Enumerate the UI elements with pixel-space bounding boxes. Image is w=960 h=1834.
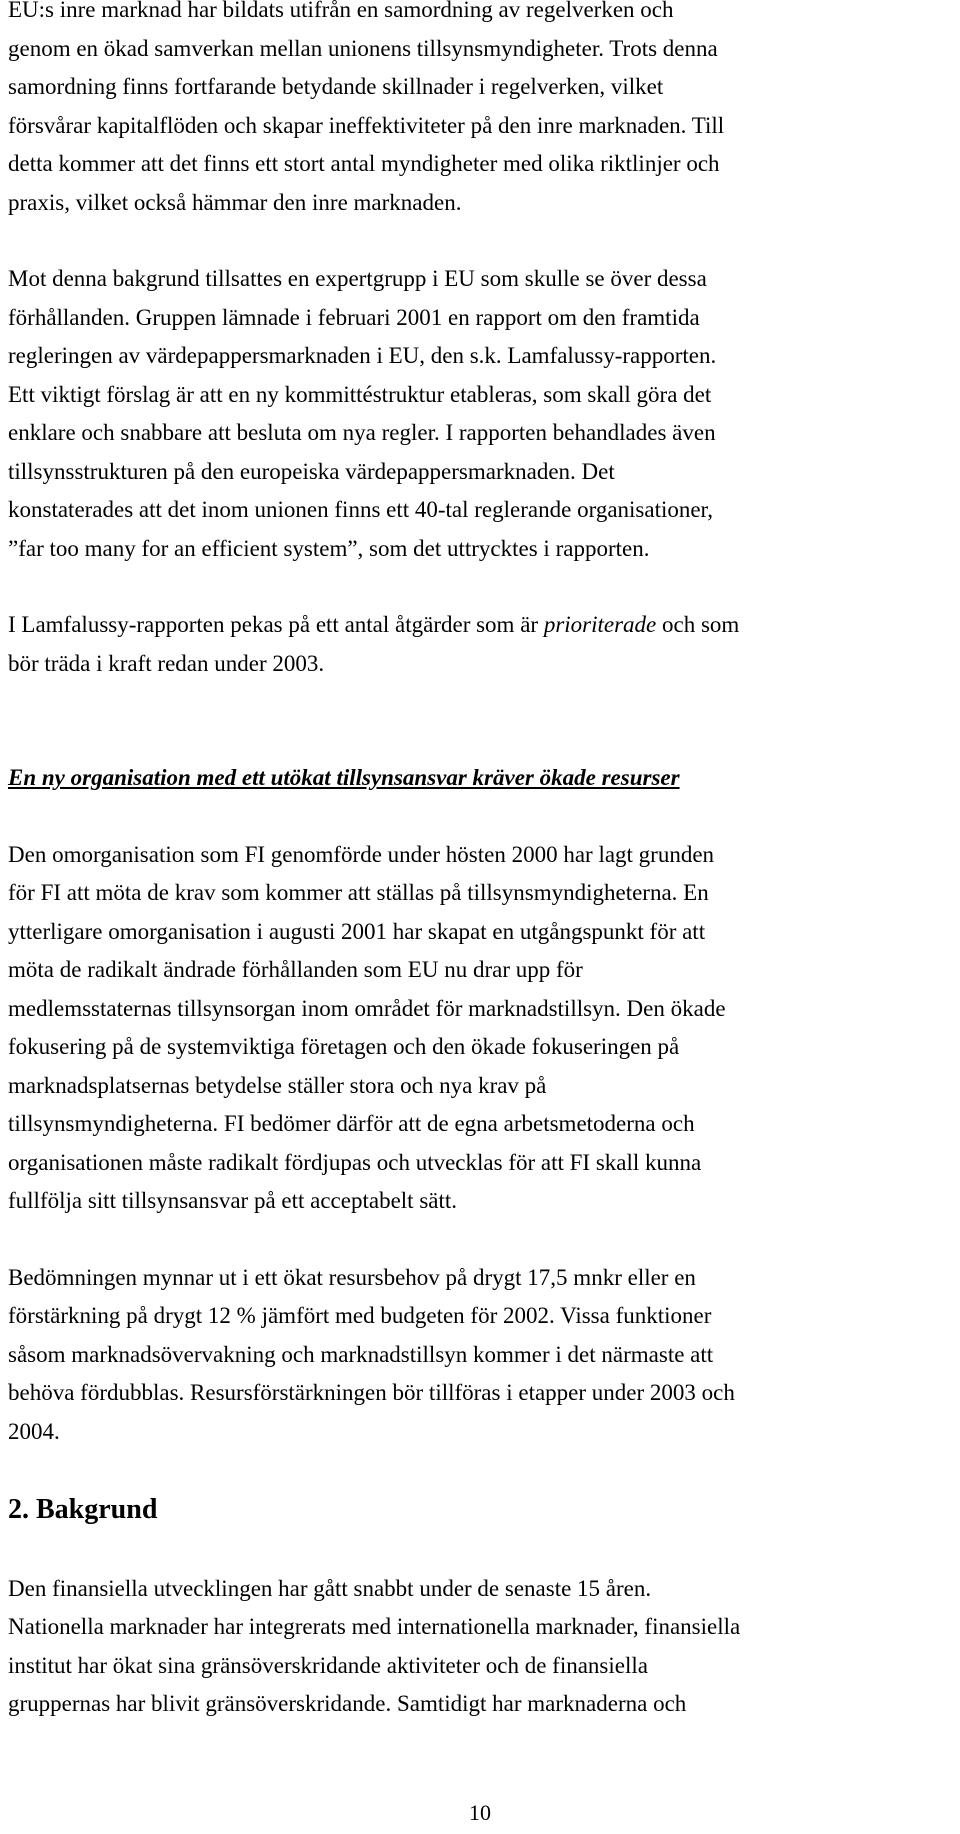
text-line: såsom marknadsövervakning och marknadstillsyn kommer i det närmaste att (8, 1341, 714, 1367)
text-line: gruppernas har blivit gränsöverskridande. Samtidigt har marknaderna och (8, 1691, 687, 1716)
text-line: institut har ökat sina gränsöverskridande aktiviteter och de finansiella (8, 1652, 648, 1678)
paragraph-gap (8, 1451, 948, 1491)
text-line: förstärkning på drygt 12 % jämfört med budgeten för 2002. Vissa funktioner (8, 1303, 712, 1328)
text-line: försvårar kapitalflöden och skapar ineffektiviteter på den inre marknaden. Till (8, 112, 725, 138)
text-line: tillsynsstrukturen på den europeiska värdepappersmarknaden. Det (8, 458, 615, 484)
text-line: samordning finns fortfarande betydande skillnader i regelverken, vilket (8, 74, 664, 99)
text-line: genom en ökad samverkan mellan unionens tillsynsmyndigheter. Trots denna (8, 35, 718, 61)
paragraph (8, 0, 948, 222)
text-line: bör träda i kraft redan under 2003. (8, 650, 325, 676)
text-line: detta kommer att det finns ett stort antal myndigheter med olika riktlinjer och (8, 151, 720, 176)
page-number: 10 (469, 1800, 491, 1825)
text-line: förhållanden. Gruppen lämnade i februari 2001 en rapport om den framtida (8, 304, 700, 330)
text-line: Ett viktigt förslag är att en ny kommittéstruktur etableras, som skall göra det (8, 381, 712, 407)
paragraph-gap (8, 222, 948, 260)
text-line (8, 606, 948, 645)
text-line: regleringen av värdepappersmarknaden i EU, den s.k. Lamfalussy-rapporten. (8, 343, 717, 368)
text-line: organisationen måste radikalt fördjupas och utvecklas för att FI skall kunna (8, 1149, 702, 1175)
text-line: EU:s inre marknad har bildats utifrån en samordning av regelverken och (8, 0, 674, 22)
paragraph (8, 1259, 948, 1452)
document-page (8, 0, 948, 1724)
paragraph-gap (8, 1530, 948, 1570)
text-line: behöva fördubblas. Resursförstärkningen bör tillföras i etapper under 2003 och (8, 1380, 735, 1405)
text-line: tillsynsmyndigheterna. FI bedömer därför att de egna arbetsmetoderna och (8, 1111, 695, 1136)
text-line: för FI att möta de krav som kommer att ställas på tillsynsmyndigheterna. En (8, 880, 709, 905)
text-line: fullfölja sitt tillsynsansvar på ett acceptabelt sätt. (8, 1188, 458, 1213)
text-line: ”far too many for an efficient system”, som det uttrycktes i rapporten. (8, 535, 650, 561)
text-line: Bedömningen mynnar ut i ett ökat resursbehov på drygt 17,5 mnkr eller en (8, 1264, 696, 1290)
text-run: I Lamfalussy-rapporten pekas på ett antal åtgärder som är (8, 612, 544, 637)
paragraph-gap (8, 683, 948, 759)
text-line: marknadsplatsernas betydelse ställer stora och nya krav på (8, 1072, 547, 1098)
text-line: 2004. (8, 1418, 60, 1444)
text-run: och som (656, 612, 740, 637)
text-line: möta de radikalt ändrade förhållanden som EU nu drar upp för (8, 957, 583, 982)
subsection-heading: En ny organisation med ett utökat tillsynsansvar kräver ökade resurser (8, 765, 680, 790)
paragraph (8, 836, 948, 1221)
paragraph-gap (8, 1221, 948, 1259)
section-heading: 2. Bakgrund (8, 1494, 158, 1525)
text-line: Mot denna bakgrund tillsattes en expertgrupp i EU som skulle se över dessa (8, 266, 707, 291)
text-line: medlemsstaternas tillsynsorgan inom området för marknadstillsyn. Den ökade (8, 995, 726, 1021)
text-line: konstaterades att det inom unionen finns ett 40-tal reglerande organisationer, (8, 497, 714, 522)
paragraph (8, 260, 948, 568)
text-line: fokusering på de systemviktiga företagen och den ökade fokuseringen på (8, 1034, 680, 1059)
text-line: enklare och snabbare att besluta om nya regler. I rapporten behandlades även (8, 420, 716, 445)
text-line: Den omorganisation som FI genomförde under hösten 2000 har lagt grunden (8, 841, 715, 867)
paragraph (8, 606, 948, 683)
paragraph (8, 1570, 948, 1724)
text-line: praxis, vilket också hämmar den inre marknaden. (8, 189, 462, 215)
emphasized-text: prioriterade (543, 612, 657, 637)
text-line: Nationella marknader har integrerats med internationella marknader, finansiella (8, 1614, 741, 1639)
text-line: Den finansiella utvecklingen har gått snabbt under de senaste 15 åren. (8, 1575, 652, 1601)
paragraph-gap (8, 568, 948, 606)
paragraph-gap (8, 798, 948, 836)
text-line: ytterligare omorganisation i augusti 2001 har skapat en utgångspunkt för att (8, 918, 706, 944)
